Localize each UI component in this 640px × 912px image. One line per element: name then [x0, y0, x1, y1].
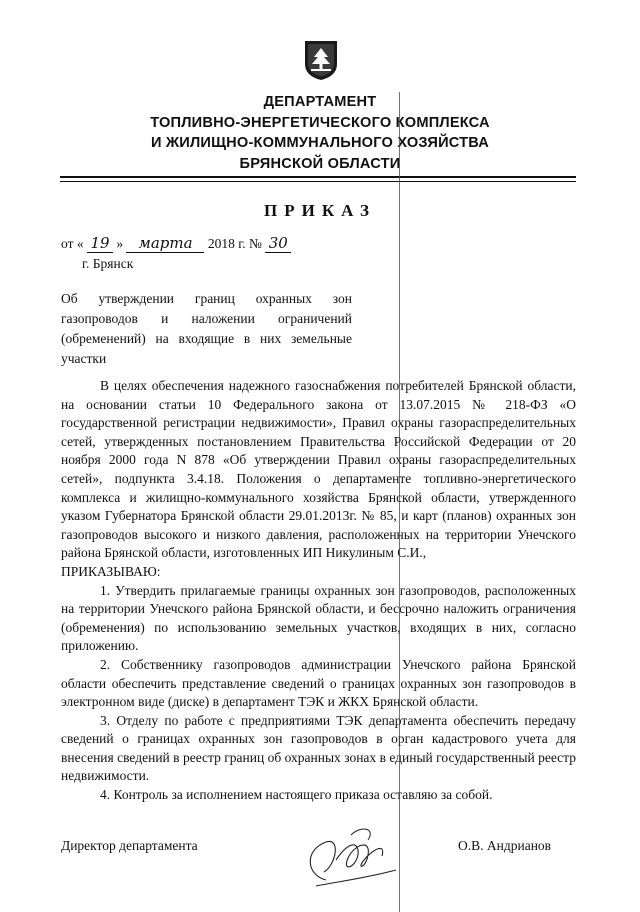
signatory-title: Директор департамента	[61, 838, 198, 853]
preamble-paragraph: В целях обеспечения надежного газоснабжения потребителей Брянской области, на основании статьи 10 Федерального закона от 13.07.2015 № 218-ФЗ «О государственной регистрации недвижимости», Правил охраны газораспределительных сетей, утвержденных постановлением Правительства Российской Федерации от 20 ноября 2000 года N 878 «Об утверждении Правил охраны газораспределительных сетей», подпункта 3.4.18. Положения о департаменте топливно-энергетического комплекса и жилищно-коммунального хозяйства Брянской области, утвержденного указом Губернатора Брянской области 29.01.2013г. № 85, и карт (планов) охранных зон газопроводов высокого и низкого давления, расположенных на территории Унечского района Брянской области, изготовленных ИП Никулиным С.И.,	[61, 378, 576, 561]
date-mid: »	[116, 236, 124, 251]
date-day: 19	[87, 234, 113, 253]
order-item: 3. Отделу по работе с предприятиями ТЭК департамента обеспечить передачу сведений о границах охранных зон газопроводов в орган кадастрового учета для внесения сведений в реестр границ об охранных зонах в единый государственный реестр недвижимости.	[61, 712, 576, 784]
document-title: ПРИКАЗ	[264, 201, 376, 220]
date-year: 2018 г.	[207, 236, 246, 251]
order-item: 4. Контроль за исполнением настоящего приказа оставляю за собой.	[100, 787, 493, 803]
date-prefix: от «	[61, 236, 84, 251]
handwritten-signature	[296, 820, 406, 892]
header-divider-thin	[60, 181, 576, 182]
department-header-line: ДЕПАРТАМЕНТ	[263, 94, 377, 110]
department-header-line: БРЯНСКОЙ ОБЛАСТИ	[239, 155, 401, 172]
order-body	[61, 377, 576, 805]
number-label: №	[249, 236, 262, 251]
coat-of-arms-emblem	[302, 38, 340, 82]
order-date-line	[61, 234, 291, 253]
signatory-name: О.В. Андрианов	[458, 838, 552, 853]
order-subject: Об утверждении границ охранных зон газопроводов и наложении ограничений (обременений) на входящие в них земельные участки	[61, 291, 352, 366]
date-month: марта	[126, 234, 204, 253]
order-keyword: ПРИКАЗЫВАЮ:	[61, 563, 161, 579]
department-header	[0, 92, 640, 174]
city-name: г. Брянск	[82, 256, 134, 271]
department-header-line: И ЖИЛИЩНО-КОММУНАЛЬНОГО ХОЗЯЙСТВА	[150, 135, 490, 151]
order-number: 30	[265, 234, 291, 253]
department-header-line: ТОПЛИВНО-ЭНЕРГЕТИЧЕСКОГО КОМПЛЕКСА	[150, 114, 490, 131]
order-item: 2. Собственнику газопроводов администрации Унечского района Брянской области обеспечить представление сведений о границах охранных зон газопроводов в электронном виде (диске) в департамент ТЭК и ЖКХ Брянской области.	[61, 656, 576, 710]
header-divider-thick	[60, 176, 576, 178]
scan-fold-line	[399, 92, 400, 912]
order-item: 1. Утвердить прилагаемые границы охранных зон газопроводов, расположенных на территории Унечского района Брянской области, и бессрочно наложить ограничения (обременения) по использованию земельных участков, входящих в них, согласно приложению.	[61, 582, 576, 654]
